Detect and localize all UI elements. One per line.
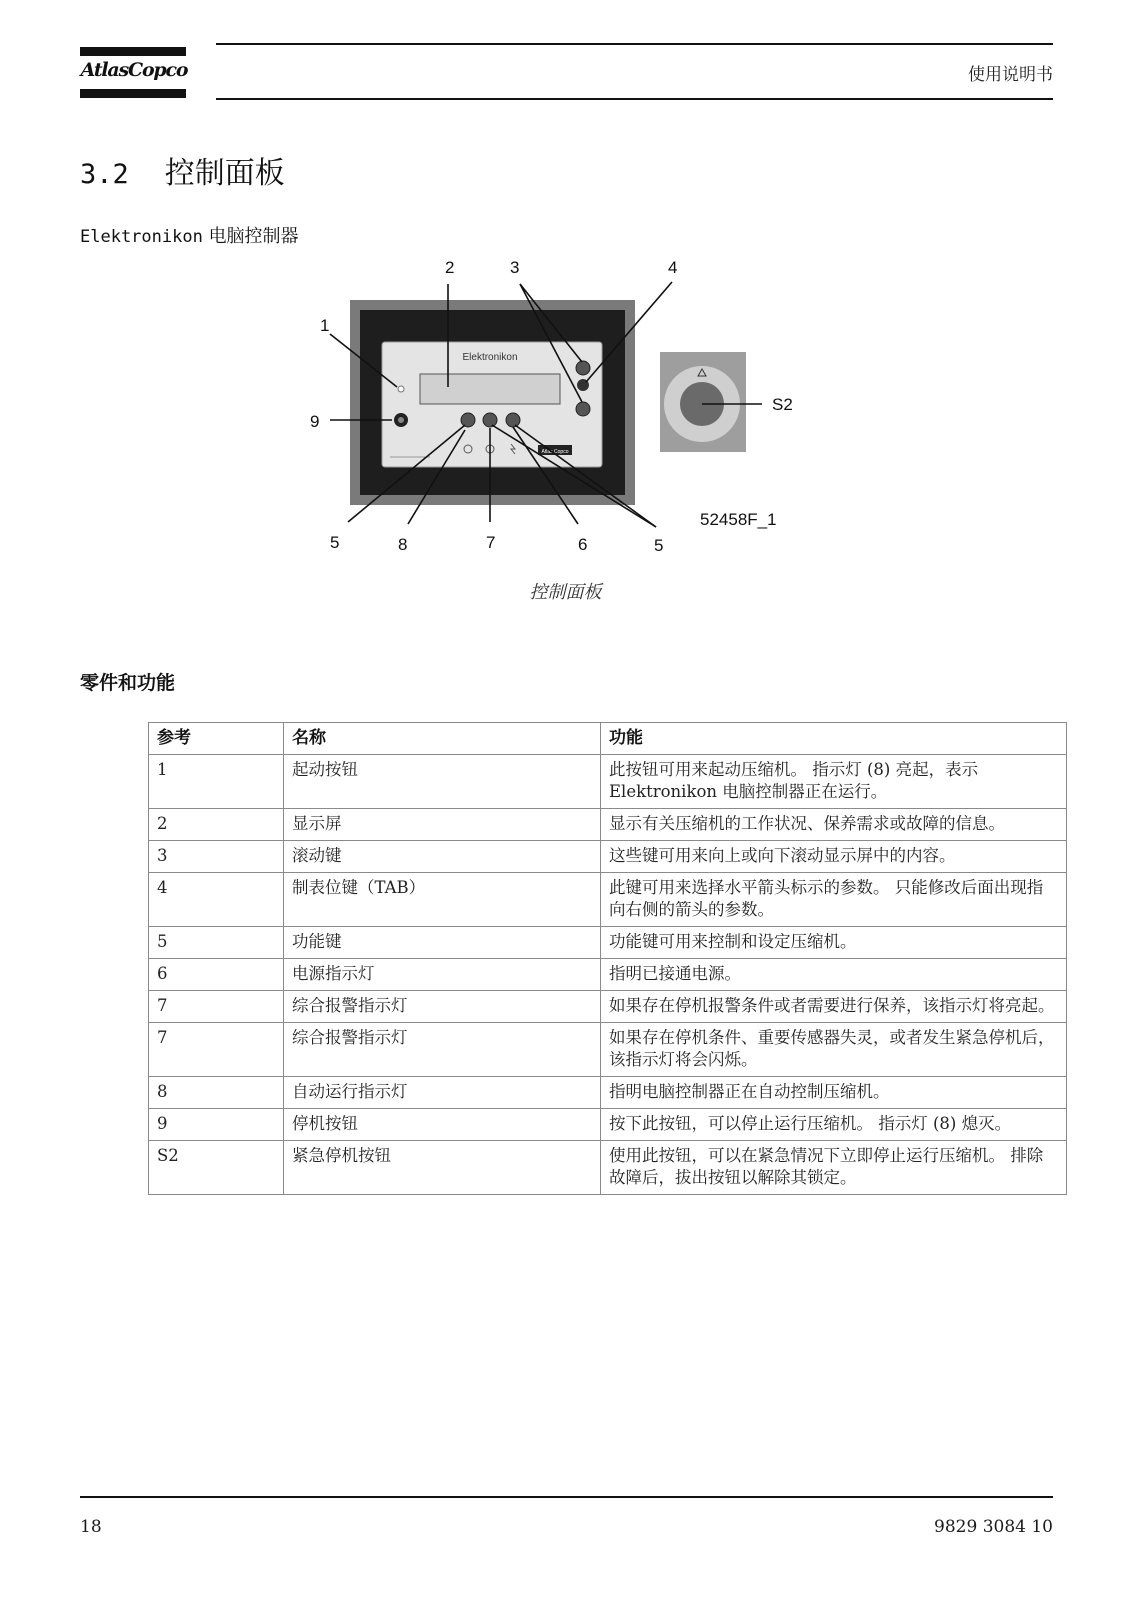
parts-table <box>148 722 1067 1195</box>
callout-2: 2 <box>445 258 455 277</box>
cell-function: 显示有关压缩机的工作状况、保养需求或故障的信息。 <box>601 809 1067 841</box>
subsection-title <box>80 222 299 248</box>
table-row <box>149 959 1067 991</box>
cell-function: 此键可用来选择水平箭头标示的参数。 只能修改后面出现指向右侧的箭头的参数。 <box>601 873 1067 927</box>
cell-name: 自动运行指示灯 <box>284 1077 601 1109</box>
header-rule-bottom <box>216 98 1053 100</box>
document-type-title: 使用说明书 <box>968 65 1053 85</box>
parts-table-body <box>149 755 1067 1195</box>
cell-ref: 3 <box>149 841 284 873</box>
callout-5-right: 5 <box>654 536 664 555</box>
control-panel-figure <box>300 252 820 562</box>
section-title-text: 控制面板 <box>164 156 285 191</box>
display-screen <box>420 374 560 404</box>
table-row <box>149 809 1067 841</box>
subsection-title-cn: 电脑控制器 <box>208 226 299 247</box>
figure-code: 52458F_1 <box>700 510 777 529</box>
cell-ref: 5 <box>149 927 284 959</box>
atlas-copco-logo <box>80 47 188 99</box>
cell-function: 功能键可用来控制和设定压缩机。 <box>601 927 1067 959</box>
scroll-key-down <box>576 402 590 416</box>
table-row <box>149 927 1067 959</box>
page-number: 18 <box>80 1517 102 1537</box>
cell-function: 此按钮可用来起动压缩机。 指示灯 (8) 亮起，表示 Elektronikon 电脑控制器正在运行。 <box>601 755 1067 809</box>
panel-brand-label: Elektronikon <box>462 352 518 363</box>
cell-name: 综合报警指示灯 <box>284 991 601 1023</box>
callout-s2: S2 <box>772 395 793 414</box>
column-header-name: 名称 <box>284 723 601 755</box>
cell-function: 指明电脑控制器正在自动控制压缩机。 <box>601 1077 1067 1109</box>
cell-function: 如果存在停机条件、重要传感器失灵，或者发生紧急停机后，该指示灯将会闪烁。 <box>601 1023 1067 1077</box>
callout-5-left: 5 <box>330 533 340 552</box>
cell-name: 停机按钮 <box>284 1109 601 1141</box>
callout-9: 9 <box>310 412 320 431</box>
cell-name: 起动按钮 <box>284 755 601 809</box>
function-key-3 <box>506 413 520 427</box>
logo-wordmark: AtlasCopco <box>80 59 188 81</box>
footer-rule <box>80 1496 1053 1498</box>
panel-brand-badge-text: Atlas Copco <box>541 449 569 455</box>
cell-name: 综合报警指示灯 <box>284 1023 601 1077</box>
cell-function: 如果存在停机报警条件或者需要进行保养，该指示灯将亮起。 <box>601 991 1067 1023</box>
cell-ref: 7 <box>149 1023 284 1077</box>
cell-name: 滚动键 <box>284 841 601 873</box>
cell-ref: 6 <box>149 959 284 991</box>
callout-3: 3 <box>510 258 520 277</box>
section-title <box>80 148 285 192</box>
table-row <box>149 1077 1067 1109</box>
cell-function: 这些键可用来向上或向下滚动显示屏中的内容。 <box>601 841 1067 873</box>
callout-7: 7 <box>486 533 496 552</box>
start-button-mark <box>398 386 404 392</box>
document-number: 9829 3084 10 <box>934 1517 1053 1537</box>
column-header-function: 功能 <box>601 723 1067 755</box>
figure-caption: 控制面板 <box>529 582 602 603</box>
cell-name: 显示屏 <box>284 809 601 841</box>
section-number: 3.2 <box>80 159 129 190</box>
scroll-key-up <box>576 361 590 375</box>
cell-ref: 4 <box>149 873 284 927</box>
cell-function: 指明已接通电源。 <box>601 959 1067 991</box>
stop-button-center <box>398 417 404 423</box>
cell-ref: 9 <box>149 1109 284 1141</box>
callout-8: 8 <box>398 535 408 554</box>
callout-4: 4 <box>668 258 678 277</box>
cell-name: 功能键 <box>284 927 601 959</box>
cell-ref: 8 <box>149 1077 284 1109</box>
cell-name: 电源指示灯 <box>284 959 601 991</box>
cell-ref: 2 <box>149 809 284 841</box>
subsection-title-latin: Elektronikon <box>80 227 203 247</box>
cell-ref: 1 <box>149 755 284 809</box>
cell-name: 紧急停机按钮 <box>284 1141 601 1195</box>
callout-1: 1 <box>320 316 330 335</box>
function-key-2 <box>483 413 497 427</box>
table-row <box>149 755 1067 809</box>
cell-ref: S2 <box>149 1141 284 1195</box>
callout-6: 6 <box>578 535 588 554</box>
table-row <box>149 991 1067 1023</box>
cell-name: 制表位键（TAB） <box>284 873 601 927</box>
table-header-row <box>149 723 1067 755</box>
header-rule-top <box>216 43 1053 45</box>
table-row <box>149 1023 1067 1077</box>
cell-function: 按下此按钮，可以停止运行压缩机。 指示灯 (8) 熄灭。 <box>601 1109 1067 1141</box>
table-row <box>149 1109 1067 1141</box>
function-key-1 <box>461 413 475 427</box>
logo-bar-top <box>80 47 186 56</box>
table-row <box>149 873 1067 927</box>
table-row <box>149 841 1067 873</box>
parts-table-heading: 零件和功能 <box>80 672 176 694</box>
table-row <box>149 1141 1067 1195</box>
cell-function: 使用此按钮，可以在紧急情况下立即停止运行压缩机。 排除故障后，拔出按钮以解除其锁定。 <box>601 1141 1067 1195</box>
cell-ref: 7 <box>149 991 284 1023</box>
column-header-ref: 参考 <box>149 723 284 755</box>
logo-bar-bottom <box>80 89 186 98</box>
